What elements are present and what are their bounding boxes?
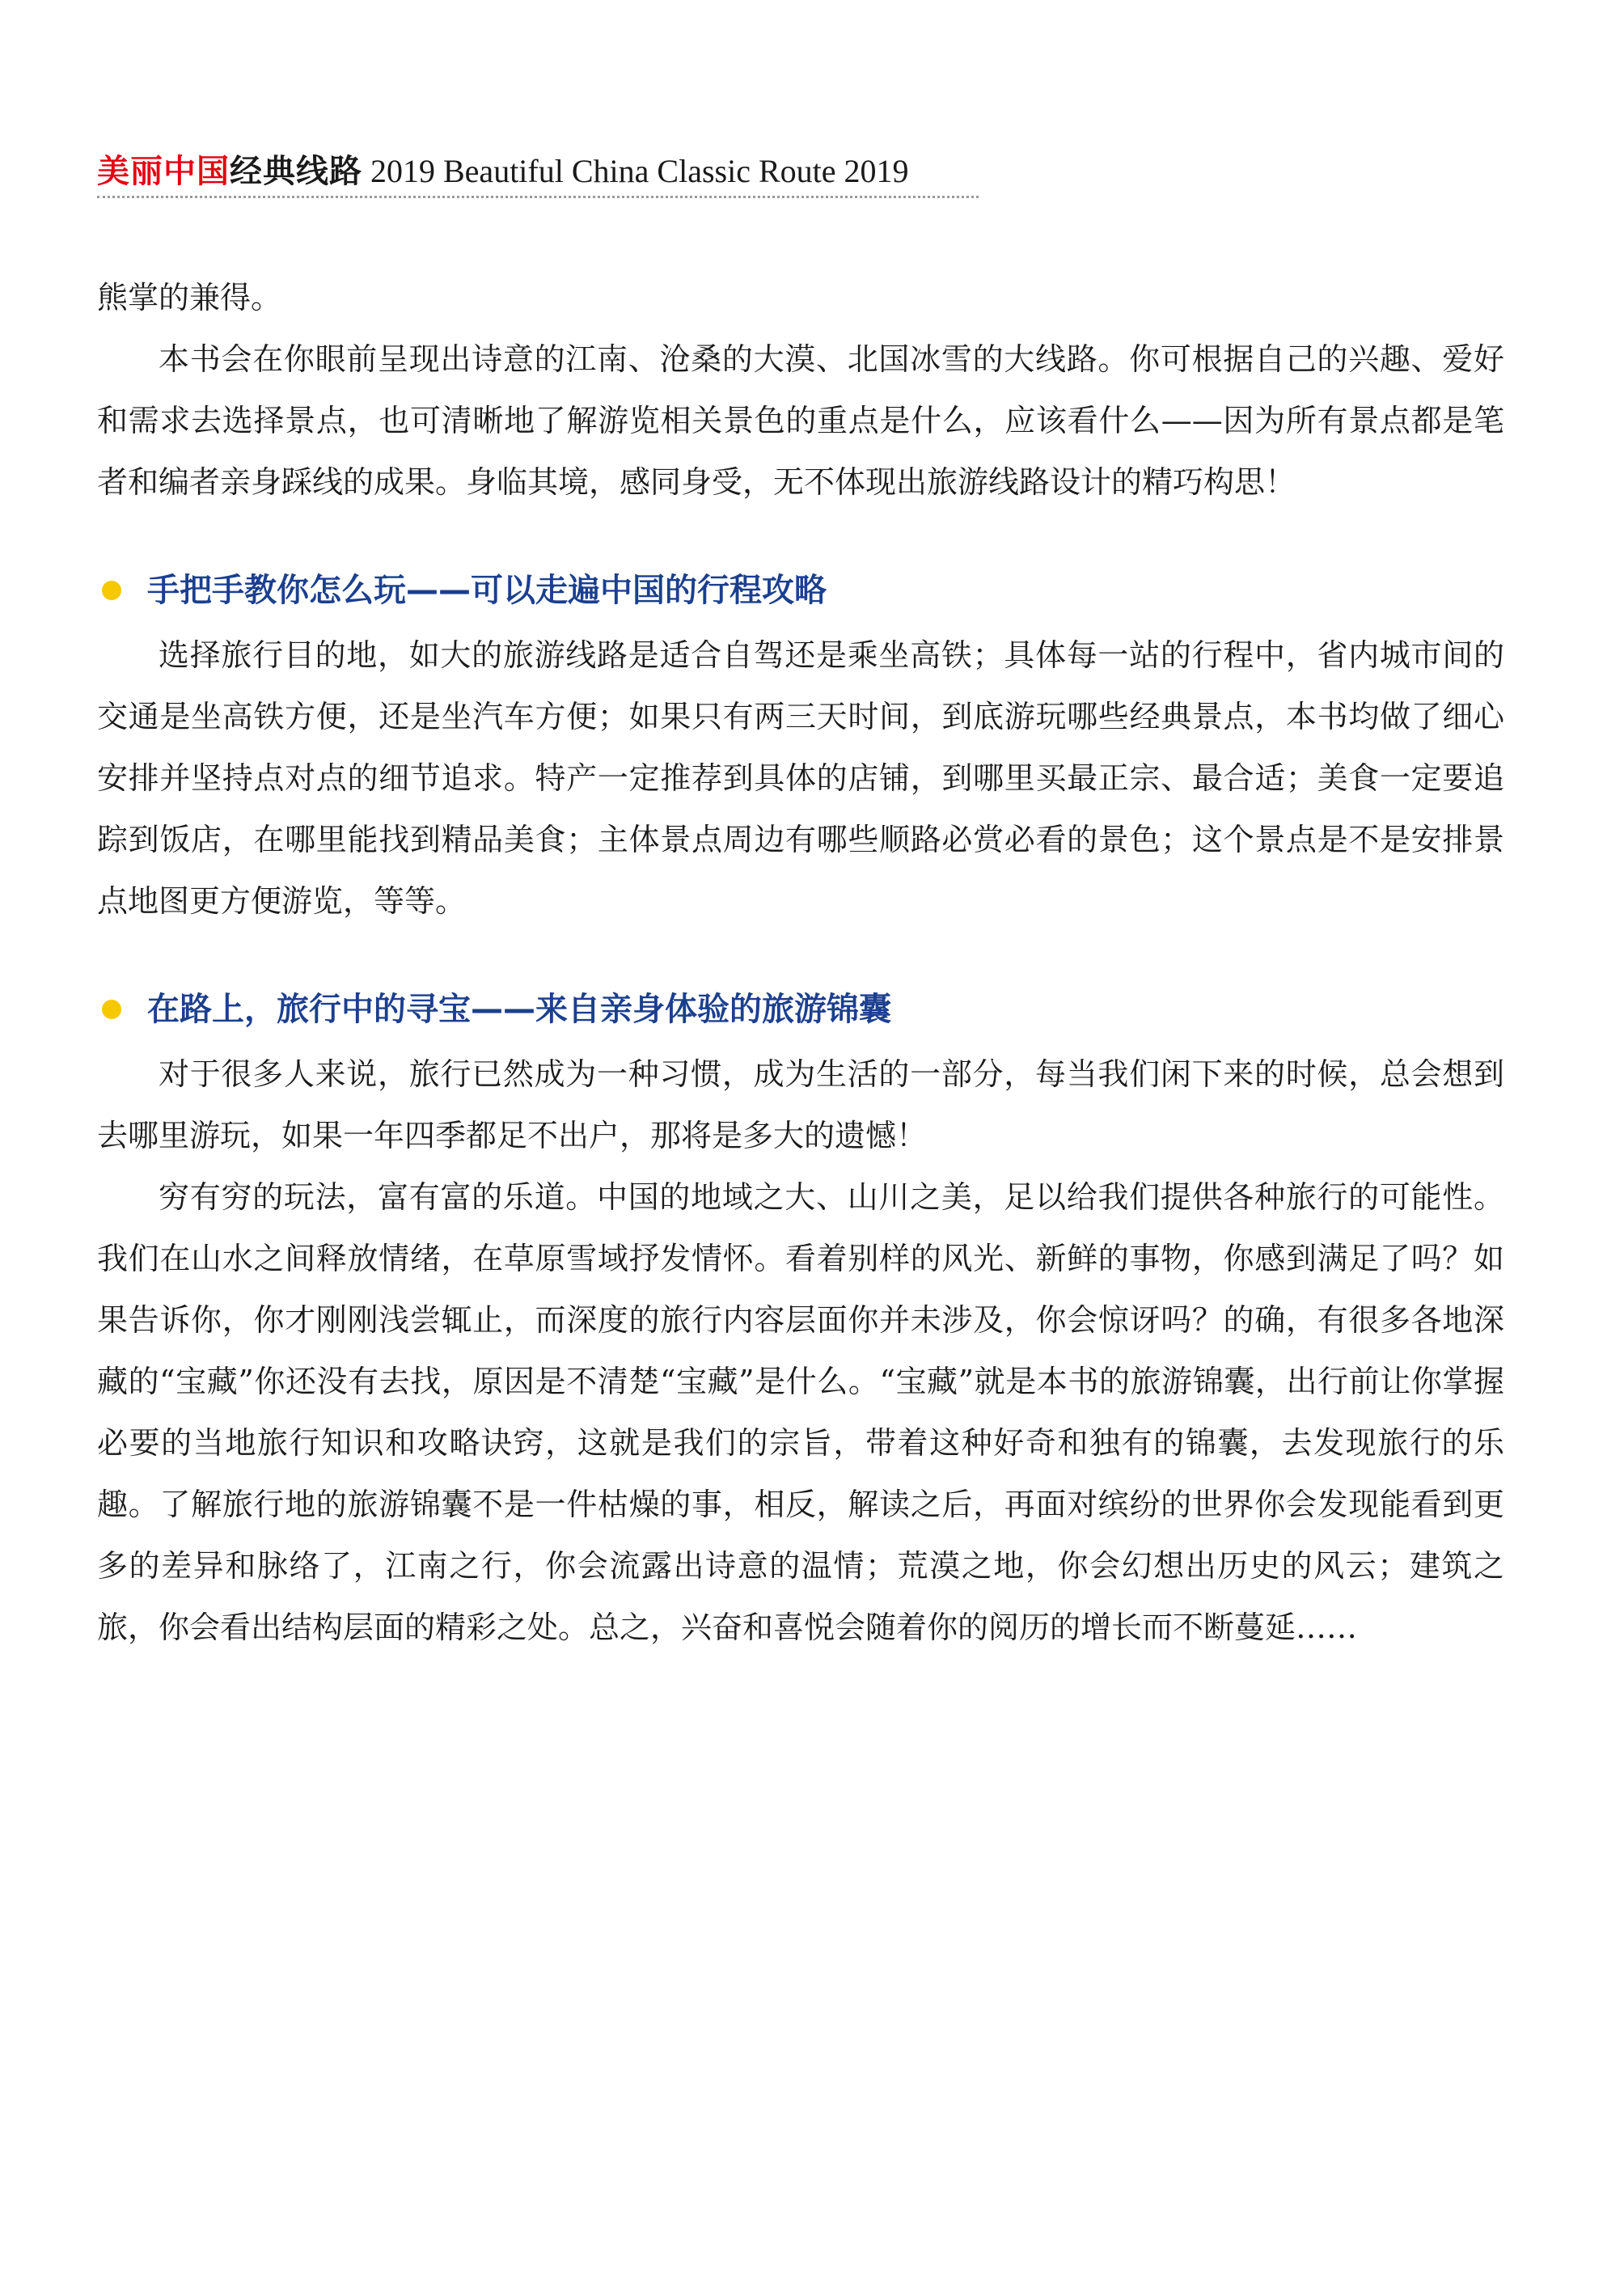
running-header (97, 146, 979, 198)
section-heading-travel-tips (97, 979, 1504, 1040)
header-title-red: 美丽中国 (97, 153, 230, 190)
section-heading-itinerary (97, 560, 1504, 621)
itinerary-paragraph: 选择旅行目的地，如大的旅游线路是适合自驾还是乘坐高铁；具体每一站的行程中，省内城市间的交通是坐高铁方便，还是坐汽车方便；如果只有两三天时间，到底游玩哪些经典景点，本书均做了细心安排并坚持点对点的细节追求。特产一定推荐到具体的店铺，到哪里买最正宗、最合适；美食一定要追踪到饭店，在哪里能找到精品美食；主体景点周边有哪些顺路必赏必看的景色；这个景点是不是安排景点地图更方便游览，等等。 (97, 637, 1504, 919)
section-heading-text: 手把手教你怎么玩——可以走遍中国的行程攻略 (147, 572, 827, 609)
travel-tips-paragraph: 穷有穷的玩法，富有富的乐道。中国的地域之大、山川之美，足以给我们提供各种旅行的可能性。我们在山水之间释放情绪，在草原雪域抒发情怀。看着别样的风光、新鲜的事物，你感到满足了吗？如果告诉你，你才刚刚浅尝辄止，而深度的旅行内容层面你并未涉及，你会惊讶吗？的确，有很多各地深藏的“宝藏”你还没有去找，原因是不清楚“宝藏”是什么。“宝藏”就是本书的旅游锦囊，出行前让你掌握必要的当地旅行知识和攻略诀窍，这就是我们的宗旨，带着这种好奇和独有的锦囊，去发现旅行的乐趣。了解旅行地的旅游锦囊不是一件枯燥的事，相反，解读之后，再面对缤纷的世界你会发现能看到更多的差异和脉络了，江南之行，你会流露出诗意的温情；荒漠之地，你会幻想出历史的风云；建筑之旅，你会看出结构层面的精彩之处。总之，兴奋和喜悦会随着你的阅历的增长而不断蔓延…… (97, 1179, 1504, 1645)
intro-paragraph: 本书会在你眼前呈现出诗意的江南、沧桑的大漠、北国冰雪的大线路。你可根据自己的兴趣、爱好和需求去选择景点，也可清晰地了解游览相关景色的重点是什么，应该看什么——因为所有景点都是笔者和编者亲身踩线的成果。身临其境，感同身受，无不体现出旅游线路设计的精巧构思！ (97, 341, 1504, 500)
yellow-bullet-icon (102, 1000, 121, 1019)
header-title-english: 2019 Beautiful China Classic Route 2019 (370, 153, 909, 189)
intro-paragraph-continued: 熊掌的兼得。 (97, 280, 282, 315)
page-body (97, 267, 1504, 1658)
travel-tips-paragraph: 对于很多人来说，旅行已然成为一种习惯，成为生活的一部分，每当我们闲下来的时候，总会想到去哪里游玩，如果一年四季都足不出户，那将是多大的遗憾！ (97, 1056, 1504, 1153)
header-title-black: 经典线路 (230, 153, 362, 190)
section-heading-text: 在路上，旅行中的寻宝——来自亲身体验的旅游锦囊 (147, 991, 891, 1028)
yellow-bullet-icon (102, 581, 121, 600)
